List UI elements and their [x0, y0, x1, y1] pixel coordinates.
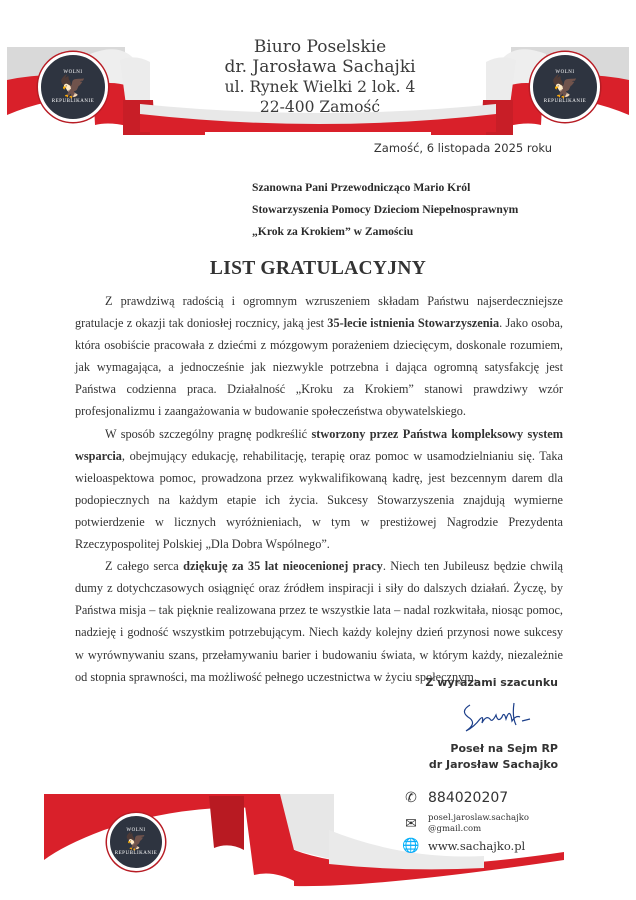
contact-phone: [402, 790, 508, 806]
signatory-name: dr Jarosław Sachajko: [428, 758, 558, 771]
office-owner: dr. Jarosława Sachajki: [224, 57, 416, 77]
contact-email: [402, 813, 529, 835]
phone-icon: ✆: [405, 790, 417, 806]
paragraph-emphasis: 35-lecie istnienia Stowarzyszenia: [327, 316, 500, 331]
paragraph-text: W sposób szczególny pragnę podkreślić: [105, 426, 312, 441]
paragraph-text: . Jako osoba, która osobiście pracowała z dziećmi z mózgowym porażeniem dziecięcym, doskonale rozumiem, jak wymagająca, a jednocześnie jak niezwykle potrzebna i dająca ogromną satysfakcję jest Państwa codzienna praca. Działalność „Kroku za Krokiem” stanowi prawdziwy wzór profesjonalizmu i zaangażowania w budowanie społeczeństwa obywatelskiego.: [75, 316, 563, 419]
paragraph: [75, 290, 563, 423]
contact-website: [402, 838, 525, 854]
globe-icon: 🌐: [402, 838, 420, 854]
letter-body: [75, 290, 563, 688]
seal-top-text: WOLNI: [126, 828, 146, 833]
email-address[interactable]: [428, 813, 529, 835]
paragraph-emphasis: stworzony przez Państwa kompleksowy system wsparcia: [75, 426, 563, 463]
letterhead: [190, 37, 450, 117]
seal-bottom-text: REPUBLIKANIE: [114, 851, 158, 856]
eagle-icon: 🦅: [125, 832, 147, 851]
recipient-line: „Krok za Krokiem” w Zamościu: [252, 225, 414, 238]
office-name: Biuro Poselskie: [253, 37, 387, 57]
office-street: ul. Rynek Wielki 2 lok. 4: [224, 78, 416, 96]
handwritten-signature: [456, 697, 536, 737]
seal-bottom-text: REPUBLIKANIE: [543, 99, 587, 104]
email-line: @gmail.com: [428, 824, 482, 834]
seal-left: [38, 52, 108, 122]
letter-title: LIST GRATULACYJNY: [209, 258, 427, 279]
website-link[interactable]: www.sachajko.pl: [428, 839, 526, 853]
paragraph-text: Z całego serca: [105, 559, 184, 574]
seal-top-text: WOLNI: [63, 70, 83, 75]
seal-right: [530, 52, 600, 122]
paragraph: [75, 423, 563, 556]
seal-bottom-text: REPUBLIKANIE: [51, 99, 95, 104]
closing-salutation: Z wyrazami szacunku: [425, 676, 558, 689]
paragraph-text: . Niech ten Jubileusz będzie chwilą dumy z dotychczasowych osiągnięć oraz źródłem inspiracji i siły do dalszych działań. Życzę, by Państwa misja – tak pięknie realizowana przez te wszystkie lata – nadal rozkwitała, niosąc pomoc, nadzieję i godność wszystkim potrzebującym. Niech każdy kolejny dzień przynosi nowe sukcesy w wyrównywaniu szans, przełamywaniu barier i budowaniu świata, w którym każdy, niezależnie od stopnia sprawności, ma możliwość pełnego uczestnictwa w życiu społecznym.: [75, 559, 563, 684]
eagle-icon: 🦅: [59, 74, 87, 99]
signatory-role: Poseł na Sejm RP: [450, 742, 558, 755]
paragraph: [75, 555, 563, 688]
recipient-line: Stowarzyszenia Pomocy Dzieciom Niepełnosprawnym: [252, 203, 519, 216]
mail-icon: ✉: [405, 815, 417, 832]
email-line: posel.jaroslaw.sachajko: [428, 813, 530, 823]
paragraph-text: , obejmujący edukację, rehabilitację, terapię oraz pomoc w usamodzielnianiu się. Taka wieloaspektowa pomoc, prowadzona przez wykwalifikowaną kadrę, jest bezcennym darem dla podopiecznych na każdym etapie ich życia. Sukcesy Stowarzyszenia znajdują wymierne potwierdzenie w licznych wyróżnieniach, w tym w prestiżowej Nagrodzie Prezydenta Rzeczypospolitej Polskiej „Dla Dobra Wspólnego”.: [75, 448, 563, 552]
paragraph-emphasis: dziękuję za 35 lat nieocenionej pracy: [183, 559, 383, 574]
seal-footer: [107, 813, 165, 871]
letter-date: Zamość, 6 listopada 2025 roku: [373, 141, 552, 155]
paragraph-text: Z prawdziwą radością i ogromnym wzruszeniem składam Państwu najserdeczniejsze gratulacje z okazji tak doniosłej rocznicy, jaką jest: [75, 294, 563, 331]
phone-number[interactable]: 884020207: [428, 790, 509, 806]
recipient-block: [252, 177, 518, 243]
office-city: 22-400 Zamość: [259, 98, 381, 116]
signatory: [378, 741, 558, 773]
recipient-line: Szanowna Pani Przewodnicząco Mario Król: [252, 181, 471, 194]
seal-top-text: WOLNI: [555, 70, 575, 75]
eagle-icon: 🦅: [551, 74, 579, 99]
